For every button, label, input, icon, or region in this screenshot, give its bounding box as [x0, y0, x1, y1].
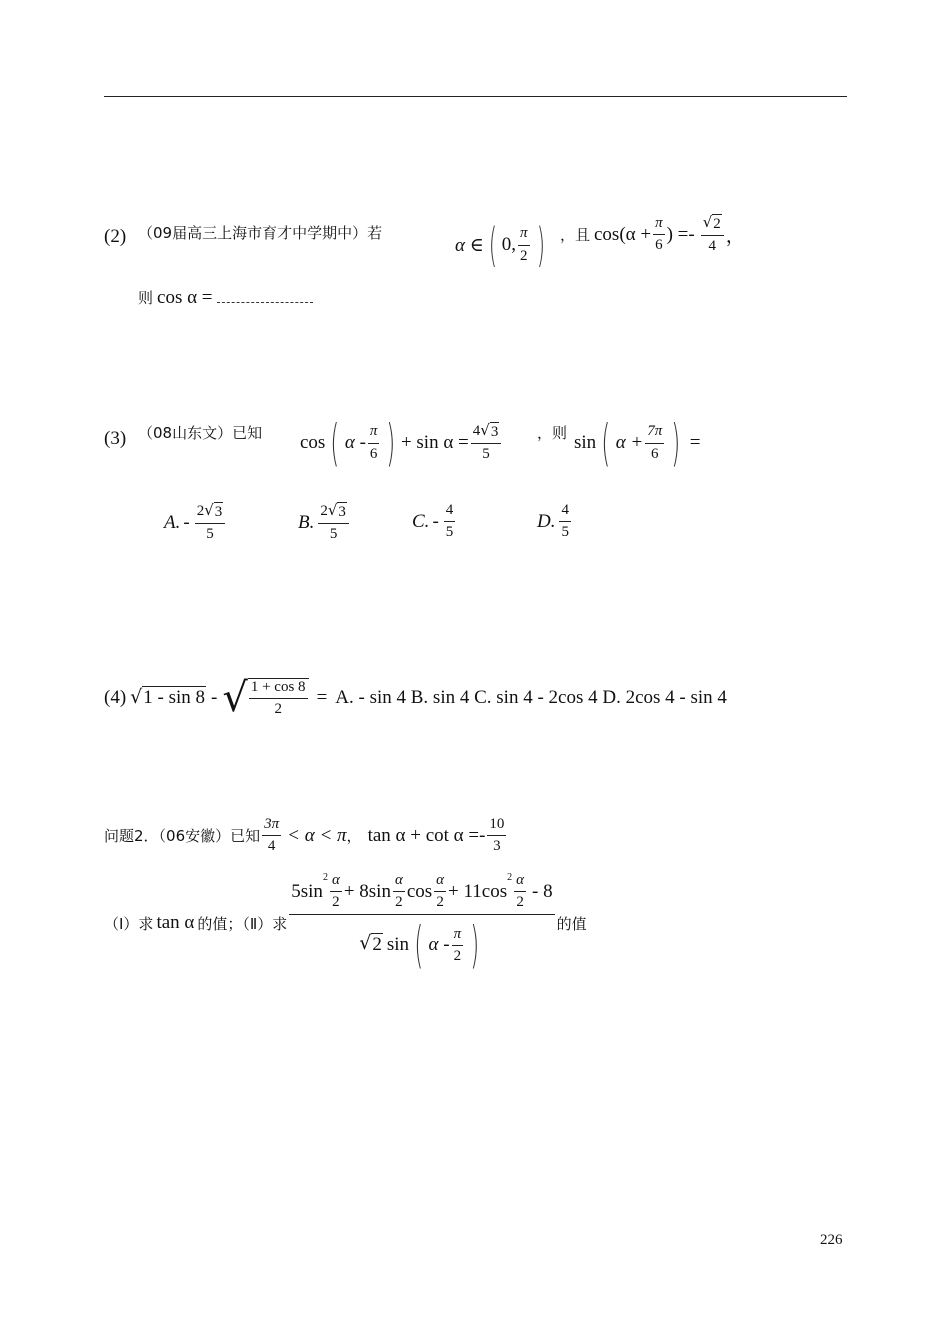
close-eq: ) =-	[666, 223, 695, 245]
option-a-rad: 3	[214, 504, 223, 520]
answer-blank[interactable]	[217, 288, 313, 303]
question-2-head: 问题2．（06安徽）已知	[104, 827, 261, 846]
sin-text: sin	[574, 432, 597, 453]
num-sq1: 2	[322, 872, 328, 883]
problem-2-cos-condition: cos(α + $\frac{\pi}{6}$ ) =- √ 2 4 ，	[594, 213, 745, 254]
problem-3-label: (3)	[104, 428, 127, 449]
problem-3-source: （08山东文）已知	[138, 424, 263, 442]
num-a3: α	[434, 872, 446, 892]
interval-start: 0,	[501, 234, 516, 255]
pi-num: π	[518, 225, 530, 245]
trailing-comma: ，	[725, 226, 745, 248]
equals-4: =	[316, 687, 328, 709]
close-paren: )	[536, 218, 545, 272]
sqrt-three: 3	[490, 424, 499, 441]
five-den: 5	[482, 446, 490, 463]
num-t3: cos	[406, 880, 433, 902]
option-c-letter: C.	[412, 510, 430, 532]
den-sqrt: 2	[372, 934, 382, 956]
problem-4: (4) √ 1 - sin 8 - √ $\frac{1 + \cos 8}{2}$ = A. - sin 4 B. sin 4 C. sin 4 - 2cos 4 D. 2cos 4 - sin 4	[104, 675, 727, 721]
four-den-q2: 4	[267, 838, 276, 855]
option-b-letter: B.	[298, 511, 315, 533]
num-t5: - 8	[532, 880, 553, 902]
radicand-2-den: 2	[274, 701, 282, 718]
num-a2: α	[393, 872, 405, 892]
option-b-den: 5	[329, 526, 338, 542]
two-den: 2	[520, 247, 528, 264]
den-two: 2	[453, 947, 462, 964]
option-b-rad: 3	[338, 504, 346, 520]
option-d-den: 5	[561, 524, 569, 541]
alpha-minus: α -	[344, 432, 366, 453]
ten-num: 10	[487, 816, 506, 836]
pi-six-num: π	[653, 215, 665, 235]
option-a-sign: -	[183, 511, 190, 533]
page-number: 226	[820, 1232, 843, 1248]
option-d-num: 4	[559, 502, 571, 522]
den-pi: π	[452, 926, 464, 946]
num-two1: 2	[332, 894, 340, 911]
comma-q2: ，	[346, 827, 362, 846]
inequality: < α < π	[287, 824, 347, 846]
num-sq2: 2	[507, 872, 513, 883]
num-t1: 5sin	[291, 880, 323, 902]
option-a-coef: 2	[196, 503, 205, 519]
problem-2-source: （09届高三上海市育才中学期中）若	[138, 224, 383, 242]
option-d[interactable]	[537, 502, 573, 542]
option-c-den: 5	[445, 524, 454, 541]
radicand-1: 1 - sin 8	[143, 687, 206, 709]
three-den: 3	[493, 838, 501, 855]
header-rule	[104, 96, 847, 97]
option-c-sign: -	[432, 510, 439, 532]
problem-3-target: sin ( α + $\frac{7\pi}{6}$ ) =	[574, 414, 701, 472]
open-paren: (	[488, 218, 497, 272]
option-b-coef: 2	[320, 503, 328, 519]
num-t4: + 11cos	[448, 880, 508, 902]
option-c-num: 4	[444, 502, 456, 522]
pi-num-3: π	[368, 423, 380, 443]
problem-2-label: (2)	[104, 226, 127, 247]
alpha-in: α ∈	[455, 234, 484, 256]
and-text: ，且	[560, 226, 591, 244]
equals-3: =	[689, 432, 701, 453]
question-2-parts	[104, 872, 587, 974]
radicand-2-num: 1 + cos 8	[249, 679, 308, 699]
then-text-3: ，则	[537, 424, 568, 442]
question-2-statement	[104, 816, 508, 856]
den-alpha-minus: α -	[428, 934, 450, 956]
problem-2-answer-line	[138, 287, 313, 309]
big-fraction: 5sin $^2$ $\frac{\alpha}{2}$ + 8sin $\frac{\alpha}{2}$ cos $\frac{\alpha}{2}$ + 11cos $^2$ $\frac{\alpha}{2}$ - 8 √ 2 sin ( α - $\frac{\pi}{2}$ )	[291, 872, 553, 974]
option-a[interactable]: A. - 2 √ 3 5	[164, 502, 227, 543]
six-den-3b: 6	[651, 445, 659, 462]
three-pi: 3π	[262, 816, 281, 836]
tan-cot: tan α + cot α =-	[367, 824, 486, 846]
problem-4-choices: A. - sin 4 B. sin 4 C. sin 4 - 2cos 4 D. 2cos 4 - sin 4	[335, 687, 727, 709]
num-two4: 2	[516, 894, 524, 911]
then-text: 则	[138, 289, 154, 307]
alpha-plus: α +	[615, 432, 644, 453]
six-den-3: 6	[369, 445, 378, 462]
option-a-den: 5	[206, 526, 214, 542]
value-of-text: 的值；（Ⅱ）求	[197, 914, 288, 933]
num-a1: α	[330, 872, 342, 892]
plus-sin: + sin α =	[400, 432, 469, 453]
option-a-letter: A.	[164, 511, 181, 533]
den-sin: sin	[386, 934, 409, 956]
cos-open: cos(α +	[594, 223, 652, 245]
minus-4: -	[211, 687, 218, 709]
num-a4: α	[514, 872, 526, 892]
num-t2: + 8sin	[343, 880, 391, 902]
seven-pi: 7π	[645, 423, 664, 443]
option-d-letter: D.	[537, 510, 556, 532]
num-two2: 2	[395, 894, 403, 911]
cos-alpha-eq: cos α =	[157, 287, 213, 308]
sqrt-two: 2	[713, 216, 721, 232]
four-den: 4	[708, 238, 716, 254]
problem-2-condition	[455, 218, 549, 272]
cos-text: cos	[300, 432, 326, 453]
option-b[interactable]: B. 2 √ 3 5	[298, 502, 351, 543]
num-two3: 2	[436, 894, 444, 911]
tail-text: 的值	[556, 914, 587, 933]
pi-six-den: 6	[655, 237, 663, 254]
option-c[interactable]	[412, 502, 457, 542]
four-coef: 4	[472, 423, 481, 440]
tan-alpha: tan α	[156, 912, 195, 933]
problem-3-expression: cos ( α - $\frac{\pi}{6}$ ) + sin α = 4 √ 3 5	[300, 414, 503, 472]
problem-4-label: (4)	[104, 687, 127, 709]
part-1-label: （Ⅰ）求	[104, 914, 154, 933]
